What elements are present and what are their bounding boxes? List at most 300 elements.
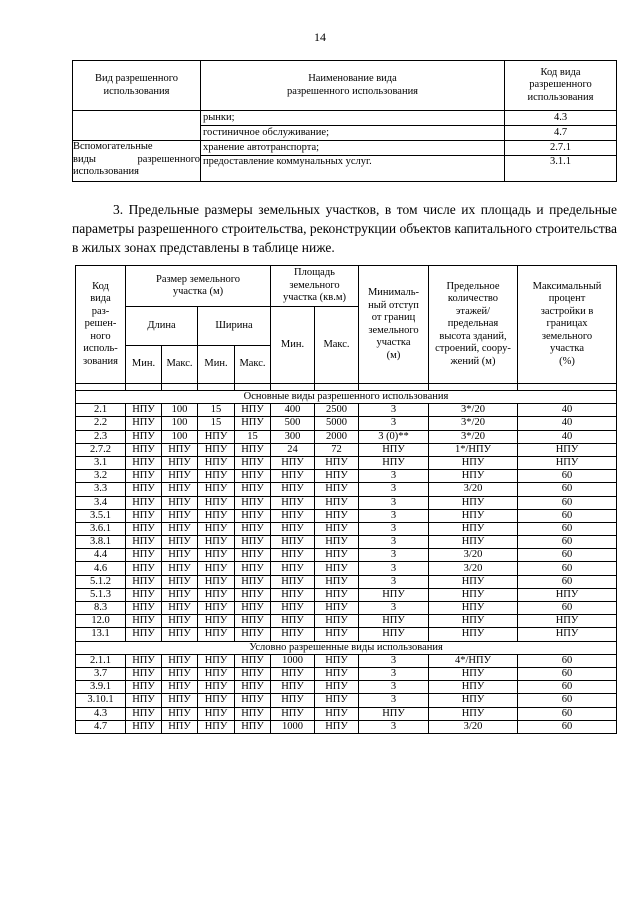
- table-cell: НПУ: [162, 509, 198, 522]
- table-cell: НПУ: [429, 681, 518, 694]
- table-cell: 60: [518, 470, 617, 483]
- table-cell: 2.2: [76, 417, 126, 430]
- table-row: [73, 141, 617, 156]
- table-cell: НПУ: [315, 496, 359, 509]
- table-cell: 3: [359, 496, 429, 509]
- table-cell: 12.0: [76, 615, 126, 628]
- table-cell: 13.1: [76, 628, 126, 641]
- section-title: Основные виды разрешенного использования: [76, 391, 617, 404]
- table-cell: 3: [359, 654, 429, 667]
- table-cell: НПУ: [429, 575, 518, 588]
- header-length-max: Макс.: [162, 346, 198, 384]
- table-cell: 3: [359, 483, 429, 496]
- table-cell: НПУ: [235, 522, 271, 535]
- table-row: [76, 456, 617, 469]
- table-cell: НПУ: [271, 496, 315, 509]
- table-cell: 4*/НПУ: [429, 654, 518, 667]
- table-cell: НПУ: [126, 496, 162, 509]
- table-cell: 40: [518, 404, 617, 417]
- table-cell: 15: [198, 417, 235, 430]
- table-cell: НПУ: [429, 707, 518, 720]
- table-cell: НПУ: [235, 536, 271, 549]
- table-cell: НПУ: [429, 496, 518, 509]
- table-cell: 15: [235, 430, 271, 443]
- table-cell: НПУ: [271, 667, 315, 680]
- table-cell: НПУ: [429, 694, 518, 707]
- table-row: [76, 549, 617, 562]
- table-cell: НПУ: [198, 667, 235, 680]
- table-cell: НПУ: [315, 654, 359, 667]
- table-cell: 2.1: [76, 404, 126, 417]
- table-cell: НПУ: [198, 470, 235, 483]
- use-code: 2.7.1: [505, 141, 617, 156]
- table-cell: 60: [518, 707, 617, 720]
- table-cell: НПУ: [126, 549, 162, 562]
- table-cell: 3/20: [429, 562, 518, 575]
- table-cell: НПУ: [162, 483, 198, 496]
- table-cell: НПУ: [315, 575, 359, 588]
- land-plot-parameters-table: [75, 265, 617, 734]
- table-cell: НПУ: [429, 536, 518, 549]
- header-use-type: Вид разрешенного использования: [73, 61, 201, 111]
- table-cell: НПУ: [235, 404, 271, 417]
- table-cell: НПУ: [162, 681, 198, 694]
- table-cell: 3*/20: [429, 417, 518, 430]
- header-length: Длина: [126, 307, 198, 346]
- table-cell: НПУ: [235, 549, 271, 562]
- spacer-row: [76, 384, 617, 391]
- table-cell: НПУ: [126, 588, 162, 601]
- table-cell: НПУ: [198, 549, 235, 562]
- table-cell: НПУ: [162, 562, 198, 575]
- table-cell: НПУ: [198, 588, 235, 601]
- table-row: [76, 430, 617, 443]
- table-cell: НПУ: [162, 694, 198, 707]
- table-cell: 40: [518, 417, 617, 430]
- table-cell: 3: [359, 549, 429, 562]
- table-cell: НПУ: [315, 549, 359, 562]
- table-cell: НПУ: [518, 456, 617, 469]
- table-cell: НПУ: [126, 720, 162, 733]
- table-cell: 15: [198, 404, 235, 417]
- table-cell: НПУ: [126, 483, 162, 496]
- table-cell: НПУ: [315, 536, 359, 549]
- table-cell: 1000: [271, 654, 315, 667]
- table-cell: 60: [518, 654, 617, 667]
- table-cell: 3: [359, 681, 429, 694]
- table-cell: 4.7: [76, 720, 126, 733]
- table-cell: НПУ: [126, 522, 162, 535]
- table-cell: НПУ: [198, 496, 235, 509]
- header-width: Ширина: [198, 307, 271, 346]
- table-row: [73, 111, 617, 126]
- table-cell: НПУ: [126, 417, 162, 430]
- header-area-max: Макс.: [315, 307, 359, 384]
- table-cell: НПУ: [198, 443, 235, 456]
- table-cell: НПУ: [235, 654, 271, 667]
- table-cell: НПУ: [271, 522, 315, 535]
- table-row: [76, 654, 617, 667]
- table-cell: НПУ: [271, 615, 315, 628]
- table-row: [76, 404, 617, 417]
- table-row: [76, 602, 617, 615]
- table-cell: 3: [359, 536, 429, 549]
- table-cell: 5000: [315, 417, 359, 430]
- table-cell: 3.2: [76, 470, 126, 483]
- table-cell: НПУ: [198, 628, 235, 641]
- table-cell: НПУ: [429, 522, 518, 535]
- table-cell: НПУ: [126, 615, 162, 628]
- table-cell: НПУ: [126, 404, 162, 417]
- table-cell: 100: [162, 430, 198, 443]
- table-cell: 60: [518, 549, 617, 562]
- table-cell: НПУ: [271, 575, 315, 588]
- table-cell: 60: [518, 483, 617, 496]
- table-cell: 1000: [271, 720, 315, 733]
- table-cell: НПУ: [359, 707, 429, 720]
- header-width-min: Мин.: [198, 346, 235, 384]
- table-cell: 4.6: [76, 562, 126, 575]
- header-code: Код вида раз- решен- ного исполь- зования: [76, 266, 126, 384]
- table-cell: НПУ: [359, 628, 429, 641]
- table-cell: 3.6.1: [76, 522, 126, 535]
- table-row: [76, 443, 617, 456]
- header-use-name: Наименование вида разрешенного использования: [201, 61, 505, 111]
- table-cell: НПУ: [235, 417, 271, 430]
- table-cell: НПУ: [235, 588, 271, 601]
- table-cell: 2.1.1: [76, 654, 126, 667]
- use-name: рынки;: [201, 111, 505, 126]
- table-cell: 3: [359, 694, 429, 707]
- permitted-use-table: [72, 60, 617, 182]
- table-cell: НПУ: [126, 575, 162, 588]
- table-cell: НПУ: [315, 470, 359, 483]
- table-cell: 3: [359, 667, 429, 680]
- table-cell: НПУ: [198, 654, 235, 667]
- table-cell: НПУ: [315, 707, 359, 720]
- table-cell: 5.1.2: [76, 575, 126, 588]
- table-row: [76, 588, 617, 601]
- table-cell: НПУ: [198, 575, 235, 588]
- table-row: [76, 536, 617, 549]
- table-cell: 2.3: [76, 430, 126, 443]
- table-cell: 400: [271, 404, 315, 417]
- table-cell: НПУ: [429, 667, 518, 680]
- table-row: [76, 720, 617, 733]
- table-cell: 3*/20: [429, 430, 518, 443]
- table-cell: 3/20: [429, 549, 518, 562]
- table-cell: 3.3: [76, 483, 126, 496]
- table-cell: НПУ: [315, 628, 359, 641]
- table-cell: НПУ: [235, 483, 271, 496]
- table-cell: НПУ: [126, 509, 162, 522]
- table-cell: НПУ: [315, 694, 359, 707]
- table-cell: НПУ: [198, 483, 235, 496]
- header-setback: Минималь- ный отступ от границ земельного участка (м): [359, 266, 429, 384]
- table-cell: 3.9.1: [76, 681, 126, 694]
- table-cell: НПУ: [315, 522, 359, 535]
- table-cell: 60: [518, 720, 617, 733]
- table-row: [76, 496, 617, 509]
- table-cell: 1*/НПУ: [429, 443, 518, 456]
- table-cell: НПУ: [126, 707, 162, 720]
- table-cell: 3: [359, 575, 429, 588]
- header-floors: Предельное количество этажей/ предельная высота зданий, строений, соору- жений (м): [429, 266, 518, 384]
- table-cell: НПУ: [235, 496, 271, 509]
- table-cell: 4.4: [76, 549, 126, 562]
- header-area-min: Мин.: [271, 307, 315, 384]
- table-cell: 3.4: [76, 496, 126, 509]
- table-cell: 3*/20: [429, 404, 518, 417]
- table-row: [76, 694, 617, 707]
- table-cell: НПУ: [162, 654, 198, 667]
- section-title: Условно разрешенные виды использования: [76, 641, 617, 654]
- table-cell: 24: [271, 443, 315, 456]
- table-cell: НПУ: [271, 602, 315, 615]
- table-cell: НПУ: [198, 707, 235, 720]
- table-cell: НПУ: [518, 443, 617, 456]
- table-cell: НПУ: [126, 430, 162, 443]
- table-cell: НПУ: [235, 562, 271, 575]
- table-row: [76, 562, 617, 575]
- table-cell: НПУ: [235, 720, 271, 733]
- table-cell: НПУ: [126, 562, 162, 575]
- table-cell: НПУ: [198, 681, 235, 694]
- table-cell: НПУ: [518, 588, 617, 601]
- table-cell: НПУ: [162, 470, 198, 483]
- table-cell: НПУ: [198, 536, 235, 549]
- table-cell: 3.10.1: [76, 694, 126, 707]
- table-cell: 60: [518, 509, 617, 522]
- table-cell: НПУ: [126, 456, 162, 469]
- table-cell: НПУ: [126, 681, 162, 694]
- table-cell: НПУ: [271, 588, 315, 601]
- table-cell: 3.5.1: [76, 509, 126, 522]
- table-cell: НПУ: [162, 456, 198, 469]
- table-cell: 3.8.1: [76, 536, 126, 549]
- table-cell: НПУ: [271, 509, 315, 522]
- section-header-row: [76, 641, 617, 654]
- table-cell: НПУ: [162, 536, 198, 549]
- table-cell: НПУ: [235, 667, 271, 680]
- table-cell: 60: [518, 602, 617, 615]
- table-row: [76, 470, 617, 483]
- table-cell: НПУ: [126, 602, 162, 615]
- table-cell: НПУ: [271, 681, 315, 694]
- table-cell: 3.1: [76, 456, 126, 469]
- table-cell: НПУ: [162, 549, 198, 562]
- use-name: гостиничное обслуживание;: [201, 126, 505, 141]
- table-cell: НПУ: [271, 536, 315, 549]
- table-cell: НПУ: [359, 588, 429, 601]
- table-cell: НПУ: [162, 667, 198, 680]
- table-cell: 3 (0)**: [359, 430, 429, 443]
- use-name: хранение автотранспорта;: [201, 141, 505, 156]
- paragraph-limits: 3. Предельные размеры земельных участков, в том числе их площадь и предельные параметры разрешенного строительства, реконструкции объектов капитального строительства в жилых зонах представлены в таблице ниже.: [72, 202, 617, 255]
- table-cell: 60: [518, 681, 617, 694]
- table-cell: НПУ: [235, 628, 271, 641]
- table-cell: НПУ: [198, 430, 235, 443]
- table-cell: НПУ: [271, 456, 315, 469]
- table-cell: НПУ: [162, 720, 198, 733]
- table-cell: НПУ: [271, 562, 315, 575]
- table-cell: НПУ: [315, 720, 359, 733]
- table-cell: 500: [271, 417, 315, 430]
- table-cell: НПУ: [198, 615, 235, 628]
- table-cell: НПУ: [359, 456, 429, 469]
- table-cell: 3: [359, 562, 429, 575]
- header-plot-size: Размер земельного участка (м): [126, 266, 271, 307]
- table-cell: НПУ: [315, 602, 359, 615]
- table-cell: НПУ: [315, 483, 359, 496]
- table-cell: НПУ: [429, 628, 518, 641]
- table-cell: 3.7: [76, 667, 126, 680]
- table-cell: НПУ: [162, 628, 198, 641]
- table-cell: НПУ: [198, 522, 235, 535]
- table-row: [76, 509, 617, 522]
- table-cell: НПУ: [429, 509, 518, 522]
- table-cell: 8.3: [76, 602, 126, 615]
- use-code: 4.3: [505, 111, 617, 126]
- use-code: 3.1.1: [505, 156, 617, 182]
- table-cell: 2500: [315, 404, 359, 417]
- table-cell: НПУ: [162, 522, 198, 535]
- table-cell: 3/20: [429, 483, 518, 496]
- table-cell: НПУ: [235, 615, 271, 628]
- table-cell: НПУ: [315, 667, 359, 680]
- table-cell: НПУ: [235, 456, 271, 469]
- header-area: Площадь земельного участка (кв.м): [271, 266, 359, 307]
- table-cell: НПУ: [162, 707, 198, 720]
- table-cell: 3: [359, 404, 429, 417]
- table-cell: НПУ: [315, 588, 359, 601]
- table-cell: НПУ: [198, 509, 235, 522]
- table-cell: НПУ: [126, 654, 162, 667]
- table-cell: НПУ: [198, 456, 235, 469]
- table-cell: НПУ: [518, 615, 617, 628]
- table-cell: НПУ: [126, 694, 162, 707]
- table-cell: 72: [315, 443, 359, 456]
- table-row: [76, 707, 617, 720]
- table-cell: 3: [359, 470, 429, 483]
- table-cell: НПУ: [518, 628, 617, 641]
- table-cell: 60: [518, 667, 617, 680]
- table-cell: НПУ: [271, 694, 315, 707]
- table-cell: НПУ: [162, 443, 198, 456]
- table-cell: НПУ: [235, 707, 271, 720]
- table-row: [76, 615, 617, 628]
- table-cell: 4.3: [76, 707, 126, 720]
- table-cell: 3: [359, 417, 429, 430]
- table-cell: НПУ: [235, 470, 271, 483]
- table-cell: НПУ: [235, 509, 271, 522]
- table-cell: НПУ: [126, 536, 162, 549]
- table-row: [76, 628, 617, 641]
- table-cell: НПУ: [429, 602, 518, 615]
- table-cell: НПУ: [315, 615, 359, 628]
- page-number: 14: [314, 30, 326, 44]
- table-cell: НПУ: [271, 549, 315, 562]
- table-cell: НПУ: [198, 720, 235, 733]
- header-use-code: Код вида разрешенного использования: [505, 61, 617, 111]
- table-cell: 5.1.3: [76, 588, 126, 601]
- table-header-row: [76, 266, 617, 307]
- table-cell: 3: [359, 522, 429, 535]
- table-row: [76, 483, 617, 496]
- table-cell: НПУ: [126, 443, 162, 456]
- table-cell: 300: [271, 430, 315, 443]
- table-cell: 60: [518, 562, 617, 575]
- table-cell: 60: [518, 496, 617, 509]
- table-header-row: [73, 61, 617, 111]
- table-cell: НПУ: [198, 694, 235, 707]
- table-cell: НПУ: [271, 470, 315, 483]
- table-cell: НПУ: [429, 615, 518, 628]
- table-cell: 60: [518, 575, 617, 588]
- header-length-min: Мин.: [126, 346, 162, 384]
- table-cell: НПУ: [198, 602, 235, 615]
- table-cell: НПУ: [126, 667, 162, 680]
- table-cell: НПУ: [235, 681, 271, 694]
- header-width-max: Макс.: [235, 346, 271, 384]
- table-cell: НПУ: [359, 615, 429, 628]
- table-cell: НПУ: [271, 707, 315, 720]
- section-header-row: [76, 391, 617, 404]
- table-body: [76, 391, 617, 734]
- table-cell: НПУ: [429, 588, 518, 601]
- table-cell: НПУ: [162, 602, 198, 615]
- table-cell: НПУ: [315, 509, 359, 522]
- use-name: предоставление коммунальных услуг.: [201, 156, 505, 182]
- table-cell: НПУ: [235, 602, 271, 615]
- table-cell: 60: [518, 522, 617, 535]
- header-coverage: Максимальный процент застройки в границах земельного участка (%): [518, 266, 617, 384]
- table-cell: НПУ: [359, 443, 429, 456]
- table-cell: НПУ: [162, 615, 198, 628]
- table-cell: 2.7.2: [76, 443, 126, 456]
- table-row: [76, 575, 617, 588]
- table-cell: 100: [162, 417, 198, 430]
- table-cell: НПУ: [271, 483, 315, 496]
- use-code: 4.7: [505, 126, 617, 141]
- aux-use-label: Вспомогательные виды разрешенного использования: [73, 141, 201, 182]
- table-cell: 3: [359, 509, 429, 522]
- table-row: [76, 667, 617, 680]
- table-cell: НПУ: [271, 628, 315, 641]
- table-row: [76, 417, 617, 430]
- table-cell: НПУ: [126, 470, 162, 483]
- table-cell: НПУ: [235, 443, 271, 456]
- table-cell: НПУ: [429, 456, 518, 469]
- table-cell: 60: [518, 694, 617, 707]
- table-row: [76, 522, 617, 535]
- table-cell: 3/20: [429, 720, 518, 733]
- table-cell: 2000: [315, 430, 359, 443]
- table-cell: 3: [359, 720, 429, 733]
- table-row: [76, 681, 617, 694]
- table-cell: НПУ: [235, 575, 271, 588]
- table-cell: 3: [359, 602, 429, 615]
- table-cell: НПУ: [235, 694, 271, 707]
- table-cell: 100: [162, 404, 198, 417]
- table-cell: НПУ: [315, 681, 359, 694]
- table-cell: НПУ: [162, 575, 198, 588]
- table-cell: НПУ: [162, 588, 198, 601]
- table-cell: 40: [518, 430, 617, 443]
- table-cell: НПУ: [162, 496, 198, 509]
- table-cell: НПУ: [429, 470, 518, 483]
- table-cell: НПУ: [198, 562, 235, 575]
